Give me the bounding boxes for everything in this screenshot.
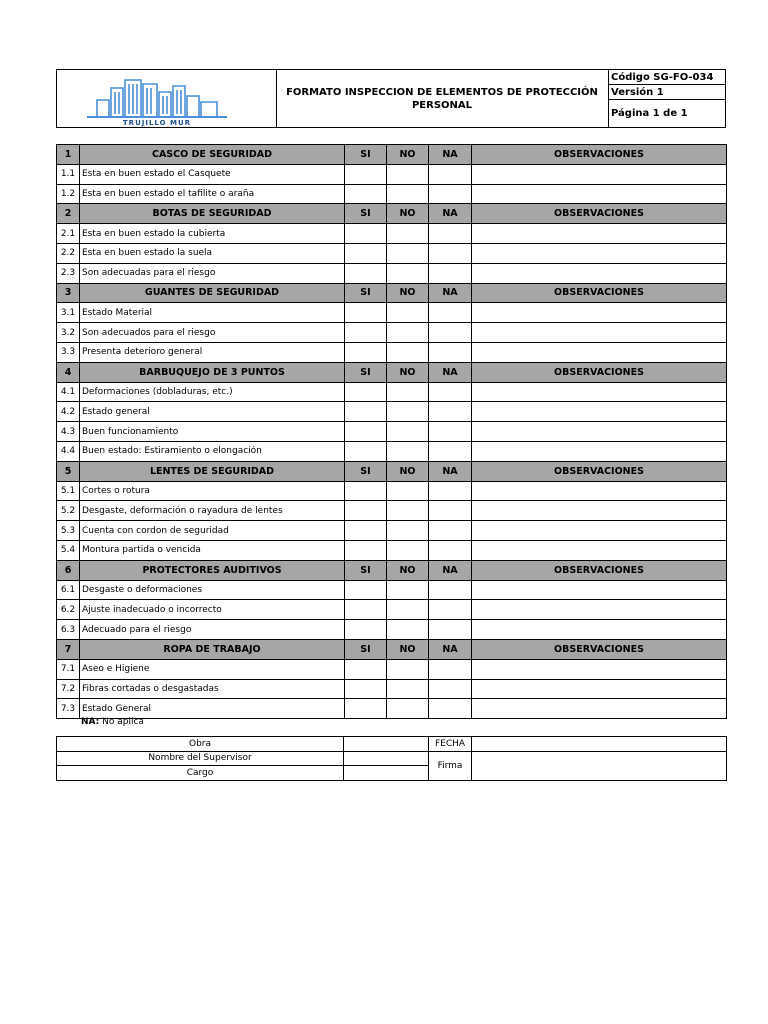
si-checkbox-cell[interactable] (345, 402, 387, 422)
no-checkbox-cell[interactable] (387, 600, 429, 620)
si-checkbox-cell[interactable] (345, 303, 387, 323)
observaciones-field[interactable] (472, 243, 727, 263)
column-si-header: SI (345, 461, 387, 481)
column-no-header: NO (387, 283, 429, 303)
observaciones-field[interactable] (472, 224, 727, 244)
item-description: Esta en buen estado el Casquete (80, 164, 345, 184)
na-checkbox-cell[interactable] (429, 540, 472, 560)
no-checkbox-cell[interactable] (387, 699, 429, 719)
observaciones-field[interactable] (472, 620, 727, 640)
column-si-header: SI (345, 204, 387, 224)
na-checkbox-cell[interactable] (429, 402, 472, 422)
item-description: Desgaste, deformación o rayadura de lentes (80, 501, 345, 521)
no-checkbox-cell[interactable] (387, 263, 429, 283)
observaciones-field[interactable] (472, 580, 727, 600)
si-checkbox-cell[interactable] (345, 481, 387, 501)
item-number: 3.3 (57, 342, 80, 362)
column-na-header: NA (429, 362, 472, 382)
inspection-item-row (57, 600, 727, 620)
no-checkbox-cell[interactable] (387, 521, 429, 541)
inspection-item-row (57, 481, 727, 501)
item-number: 7.3 (57, 699, 80, 719)
no-checkbox-cell[interactable] (387, 620, 429, 640)
si-checkbox-cell[interactable] (345, 323, 387, 343)
company-logo (57, 70, 276, 127)
section-header-row (57, 639, 727, 659)
si-checkbox-cell[interactable] (345, 580, 387, 600)
fecha-field[interactable] (472, 737, 727, 752)
item-number: 3.2 (57, 323, 80, 343)
si-checkbox-cell[interactable] (345, 659, 387, 679)
na-checkbox-cell[interactable] (429, 323, 472, 343)
inspection-item-row (57, 540, 727, 560)
item-description: Fibras cortadas o desgastadas (80, 679, 345, 699)
na-checkbox-cell[interactable] (429, 422, 472, 442)
inspection-item-row (57, 224, 727, 244)
section-title: BOTAS DE SEGURIDAD (80, 204, 345, 224)
na-checkbox-cell[interactable] (429, 243, 472, 263)
obra-row (57, 737, 727, 752)
inspection-item-row (57, 699, 727, 719)
na-checkbox-cell[interactable] (429, 184, 472, 204)
column-na-header: NA (429, 461, 472, 481)
column-observaciones-header: OBSERVACIONES (472, 362, 727, 382)
column-si-header: SI (345, 283, 387, 303)
item-description: Desgaste o deformaciones (80, 580, 345, 600)
obra-label: Obra (57, 737, 344, 752)
item-number: 3.1 (57, 303, 80, 323)
cargo-field[interactable] (344, 766, 429, 781)
column-na-header: NA (429, 639, 472, 659)
no-checkbox-cell[interactable] (387, 659, 429, 679)
column-no-header: NO (387, 204, 429, 224)
document-meta (609, 70, 725, 127)
inspection-item-row (57, 422, 727, 442)
section-header-row (57, 145, 727, 165)
column-observaciones-header: OBSERVACIONES (472, 560, 727, 580)
page-number: Página 1 de 1 (611, 108, 688, 119)
column-no-header: NO (387, 145, 429, 165)
inspection-item-row (57, 303, 727, 323)
inspection-item-row (57, 620, 727, 640)
item-description: Estado general (80, 402, 345, 422)
item-description: Esta en buen estado el tafilite o araña (80, 184, 345, 204)
inspection-item-row (57, 679, 727, 699)
inspection-item-row (57, 580, 727, 600)
inspection-item-row (57, 501, 727, 521)
section-title: ROPA DE TRABAJO (80, 639, 345, 659)
observaciones-field[interactable] (472, 323, 727, 343)
item-number: 6.3 (57, 620, 80, 640)
column-observaciones-header: OBSERVACIONES (472, 639, 727, 659)
si-checkbox-cell[interactable] (345, 243, 387, 263)
no-checkbox-cell[interactable] (387, 441, 429, 461)
si-checkbox-cell[interactable] (345, 184, 387, 204)
inspection-item-row (57, 164, 727, 184)
observaciones-field[interactable] (472, 164, 727, 184)
no-checkbox-cell[interactable] (387, 323, 429, 343)
observaciones-field[interactable] (472, 699, 727, 719)
na-checkbox-cell[interactable] (429, 679, 472, 699)
section-number: 1 (57, 145, 80, 165)
column-observaciones-header: OBSERVACIONES (472, 283, 727, 303)
document-version: Versión 1 (609, 85, 725, 100)
section-title: BARBUQUEJO DE 3 PUNTOS (80, 362, 345, 382)
firma-label: Firma (429, 751, 472, 780)
supervisor-field[interactable] (344, 751, 429, 766)
column-na-header: NA (429, 283, 472, 303)
si-checkbox-cell[interactable] (345, 263, 387, 283)
na-note-text: No aplica (99, 717, 144, 727)
na-checkbox-cell[interactable] (429, 481, 472, 501)
si-checkbox-cell[interactable] (345, 164, 387, 184)
section-number: 3 (57, 283, 80, 303)
no-checkbox-cell[interactable] (387, 402, 429, 422)
na-note (81, 717, 144, 727)
section-number: 2 (57, 204, 80, 224)
column-na-header: NA (429, 204, 472, 224)
section-number: 7 (57, 639, 80, 659)
section-header-row (57, 362, 727, 382)
inspection-item-row (57, 521, 727, 541)
si-checkbox-cell[interactable] (345, 679, 387, 699)
observaciones-field[interactable] (472, 540, 727, 560)
section-title: PROTECTORES AUDITIVOS (80, 560, 345, 580)
item-number: 2.2 (57, 243, 80, 263)
fecha-label: FECHA (429, 737, 472, 752)
column-observaciones-header: OBSERVACIONES (472, 145, 727, 165)
section-title: LENTES DE SEGURIDAD (80, 461, 345, 481)
si-checkbox-cell[interactable] (345, 620, 387, 640)
na-checkbox-cell[interactable] (429, 224, 472, 244)
signature-table (56, 736, 727, 781)
column-no-header: NO (387, 362, 429, 382)
section-title: CASCO DE SEGURIDAD (80, 145, 345, 165)
item-number: 4.4 (57, 441, 80, 461)
section-header-row (57, 283, 727, 303)
column-si-header: SI (345, 639, 387, 659)
observaciones-field[interactable] (472, 184, 727, 204)
inspection-item-row (57, 342, 727, 362)
logo-cell (57, 70, 277, 127)
observaciones-field[interactable] (472, 342, 727, 362)
na-checkbox-cell[interactable] (429, 263, 472, 283)
inspection-item-row (57, 243, 727, 263)
obra-field[interactable] (344, 737, 429, 752)
inspection-item-row (57, 659, 727, 679)
firma-field[interactable] (472, 751, 727, 780)
si-checkbox-cell[interactable] (345, 540, 387, 560)
item-number: 5.4 (57, 540, 80, 560)
item-description: Estado Material (80, 303, 345, 323)
no-checkbox-cell[interactable] (387, 184, 429, 204)
column-si-header: SI (345, 560, 387, 580)
item-description: Cuenta con cordon de seguridad (80, 521, 345, 541)
cargo-label: Cargo (57, 766, 344, 781)
supervisor-label: Nombre del Supervisor (57, 751, 344, 766)
item-description: Presenta deterioro general (80, 342, 345, 362)
na-checkbox-cell[interactable] (429, 659, 472, 679)
inspection-item-row (57, 382, 727, 402)
observaciones-field[interactable] (472, 501, 727, 521)
si-checkbox-cell[interactable] (345, 699, 387, 719)
na-checkbox-cell[interactable] (429, 620, 472, 640)
observaciones-field[interactable] (472, 422, 727, 442)
na-checkbox-cell[interactable] (429, 501, 472, 521)
column-si-header: SI (345, 362, 387, 382)
no-checkbox-cell[interactable] (387, 303, 429, 323)
si-checkbox-cell[interactable] (345, 521, 387, 541)
item-description: Montura partida o vencida (80, 540, 345, 560)
na-checkbox-cell[interactable] (429, 441, 472, 461)
observaciones-field[interactable] (472, 659, 727, 679)
si-checkbox-cell[interactable] (345, 501, 387, 521)
item-number: 4.3 (57, 422, 80, 442)
na-checkbox-cell[interactable] (429, 382, 472, 402)
item-description: Esta en buen estado la cubierta (80, 224, 345, 244)
inspection-item-row (57, 402, 727, 422)
item-description: Son adecuadas para el riesgo (80, 263, 345, 283)
item-description: Cortes o rotura (80, 481, 345, 501)
item-number: 4.1 (57, 382, 80, 402)
item-number: 6.2 (57, 600, 80, 620)
document-code: Código SG-FO-034 (609, 70, 725, 85)
observaciones-field[interactable] (472, 263, 727, 283)
item-number: 1.2 (57, 184, 80, 204)
column-no-header: NO (387, 639, 429, 659)
section-number: 4 (57, 362, 80, 382)
supervisor-row (57, 751, 727, 766)
column-no-header: NO (387, 461, 429, 481)
section-number: 6 (57, 560, 80, 580)
no-checkbox-cell[interactable] (387, 224, 429, 244)
si-checkbox-cell[interactable] (345, 422, 387, 442)
item-description: Deformaciones (dobladuras, etc.) (80, 382, 345, 402)
no-checkbox-cell[interactable] (387, 382, 429, 402)
item-description: Son adecuados para el riesgo (80, 323, 345, 343)
item-number: 5.3 (57, 521, 80, 541)
na-checkbox-cell[interactable] (429, 600, 472, 620)
observaciones-field[interactable] (472, 521, 727, 541)
inspection-item-row (57, 263, 727, 283)
na-checkbox-cell[interactable] (429, 521, 472, 541)
item-number: 2.3 (57, 263, 80, 283)
item-description: Adecuado para el riesgo (80, 620, 345, 640)
observaciones-field[interactable] (472, 382, 727, 402)
item-description: Ajuste inadecuado o incorrecto (80, 600, 345, 620)
si-checkbox-cell[interactable] (345, 600, 387, 620)
no-checkbox-cell[interactable] (387, 243, 429, 263)
no-checkbox-cell[interactable] (387, 540, 429, 560)
si-checkbox-cell[interactable] (345, 441, 387, 461)
inspection-item-row (57, 323, 727, 343)
na-checkbox-cell[interactable] (429, 342, 472, 362)
no-checkbox-cell[interactable] (387, 580, 429, 600)
item-number: 6.1 (57, 580, 80, 600)
item-description: Esta en buen estado la suela (80, 243, 345, 263)
na-checkbox-cell[interactable] (429, 699, 472, 719)
item-number: 5.1 (57, 481, 80, 501)
si-checkbox-cell[interactable] (345, 224, 387, 244)
item-description: Buen estado: Estiramiento o elongación (80, 441, 345, 461)
item-number: 4.2 (57, 402, 80, 422)
no-checkbox-cell[interactable] (387, 342, 429, 362)
na-checkbox-cell[interactable] (429, 164, 472, 184)
observaciones-field[interactable] (472, 679, 727, 699)
observaciones-field[interactable] (472, 441, 727, 461)
no-checkbox-cell[interactable] (387, 164, 429, 184)
column-na-header: NA (429, 560, 472, 580)
observaciones-field[interactable] (472, 600, 727, 620)
inspection-item-row (57, 441, 727, 461)
section-header-row (57, 560, 727, 580)
column-observaciones-header: OBSERVACIONES (472, 461, 727, 481)
section-header-row (57, 204, 727, 224)
item-description: Estado General (80, 699, 345, 719)
column-na-header: NA (429, 145, 472, 165)
na-checkbox-cell[interactable] (429, 580, 472, 600)
no-checkbox-cell[interactable] (387, 481, 429, 501)
inspection-table (56, 144, 727, 719)
na-checkbox-cell[interactable] (429, 303, 472, 323)
observaciones-field[interactable] (472, 481, 727, 501)
logo-text: TRUJILLO MUR (122, 119, 192, 127)
si-checkbox-cell[interactable] (345, 382, 387, 402)
item-description: Aseo e Higiene (80, 659, 345, 679)
observaciones-field[interactable] (472, 402, 727, 422)
section-header-row (57, 461, 727, 481)
item-number: 2.1 (57, 224, 80, 244)
item-number: 1.1 (57, 164, 80, 184)
inspection-item-row (57, 184, 727, 204)
si-checkbox-cell[interactable] (345, 342, 387, 362)
no-checkbox-cell[interactable] (387, 679, 429, 699)
no-checkbox-cell[interactable] (387, 501, 429, 521)
section-title: GUANTES DE SEGURIDAD (80, 283, 345, 303)
na-note-label: NA: (81, 717, 100, 727)
column-observaciones-header: OBSERVACIONES (472, 204, 727, 224)
form-title: FORMATO INSPECCION DE ELEMENTOS DE PROTECCIÓN PERSONAL (276, 70, 609, 127)
section-number: 5 (57, 461, 80, 481)
form-header (56, 69, 726, 128)
item-number: 7.2 (57, 679, 80, 699)
item-number: 7.1 (57, 659, 80, 679)
observaciones-field[interactable] (472, 303, 727, 323)
item-description: Buen funcionamiento (80, 422, 345, 442)
no-checkbox-cell[interactable] (387, 422, 429, 442)
item-number: 5.2 (57, 501, 80, 521)
column-si-header: SI (345, 145, 387, 165)
column-no-header: NO (387, 560, 429, 580)
